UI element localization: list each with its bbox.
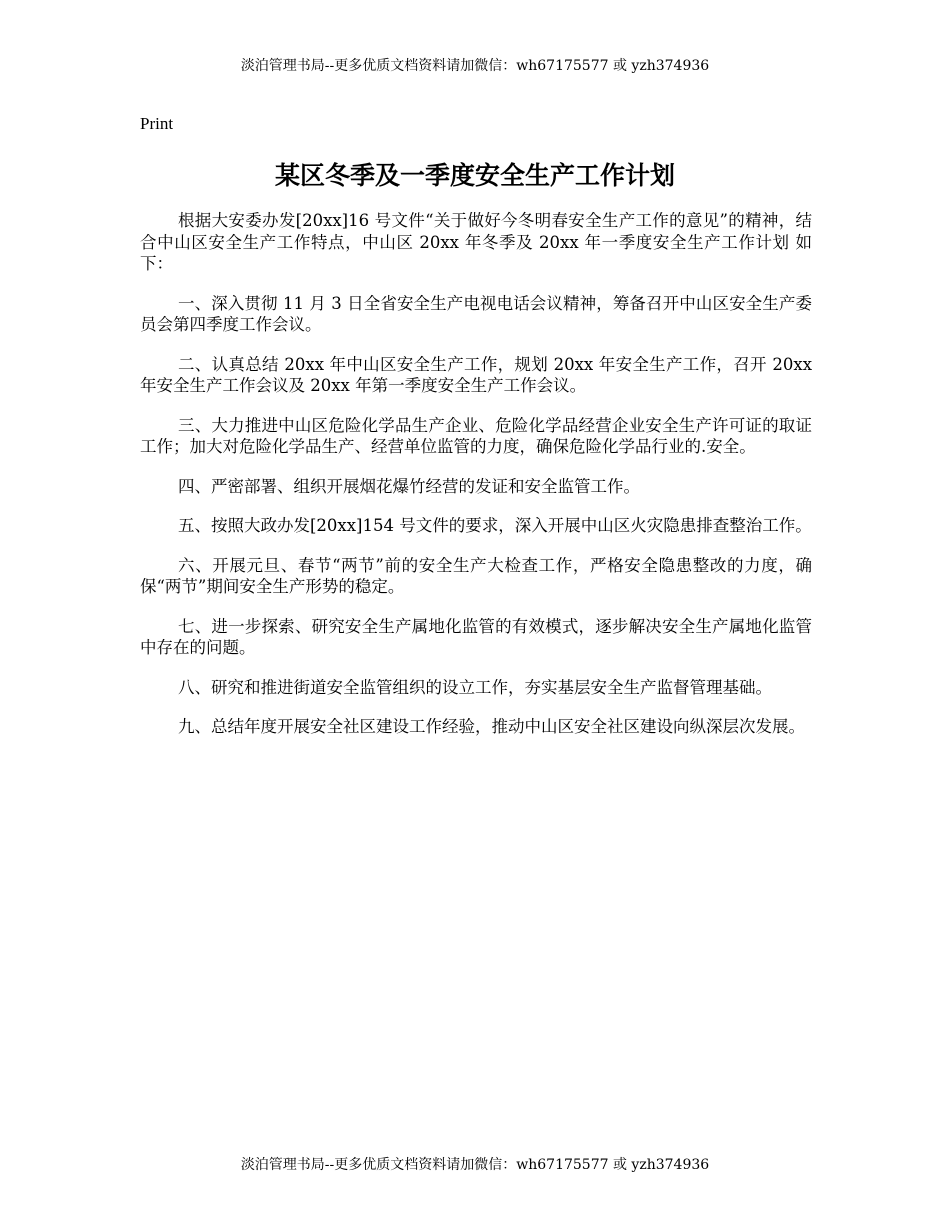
plan-item-6: 六、开展元旦、春节“两节”前的安全生产大检查工作，严格安全隐患整改的力度，确保“两节”期间安全生产形势的稳定。 — [140, 555, 812, 596]
page-header-note: 淡泊管理书局--更多优质文档资料请加微信：wh67175577 或 yzh374936 — [240, 58, 710, 74]
intro-paragraph: 根据大安委办发[20xx]16 号文件“关于做好今冬明春安全生产工作的意见”的精神，结合中山区安全生产工作特点，中山区 20xx 年冬季及 20xx 年一季度安全生产工作计划 如下： — [140, 211, 812, 273]
plan-item-7: 七、进一步探索、研究安全生产属地化监管的有效模式，逐步解决安全生产属地化监管中存在的问题。 — [140, 616, 812, 657]
print-label: Print — [140, 114, 174, 133]
plan-item-9: 九、总结年度开展安全社区建设工作经验，推动中山区安全社区建设向纵深层次发展。 — [178, 717, 805, 736]
page-footer-note: 淡泊管理书局--更多优质文档资料请加微信：wh67175577 或 yzh374936 — [240, 1157, 710, 1173]
plan-item-3: 三、大力推进中山区危险化学品生产企业、危险化学品经营企业安全生产许可证的取证工作；加大对危险化学品生产、经营单位监管的力度，确保危险化学品行业的.安全。 — [140, 415, 812, 456]
document-title: 某区冬季及一季度安全生产工作计划 — [274, 161, 675, 190]
plan-item-2: 二、认真总结 20xx 年中山区安全生产工作，规划 20xx 年安全生产工作，召开 20xx 年安全生产工作会议及 20xx 年第一季度安全生产工作会议。 — [140, 354, 812, 395]
plan-item-4: 四、严密部署、组织开展烟花爆竹经营的发证和安全监管工作。 — [178, 476, 640, 496]
plan-item-1: 一、深入贯彻 11 月 3 日全省安全生产电视电话会议精神，筹备召开中山区安全生产委员会第四季度工作会议。 — [140, 293, 812, 334]
plan-item-8: 八、研究和推进街道安全监管组织的设立工作，夯实基层安全生产监督管理基础。 — [178, 677, 772, 697]
document-body — [140, 210, 812, 756]
plan-item-5: 五、按照大政办发[20xx]154 号文件的要求，深入开展中山区火灾隐患排查整治工作。 — [178, 516, 812, 535]
